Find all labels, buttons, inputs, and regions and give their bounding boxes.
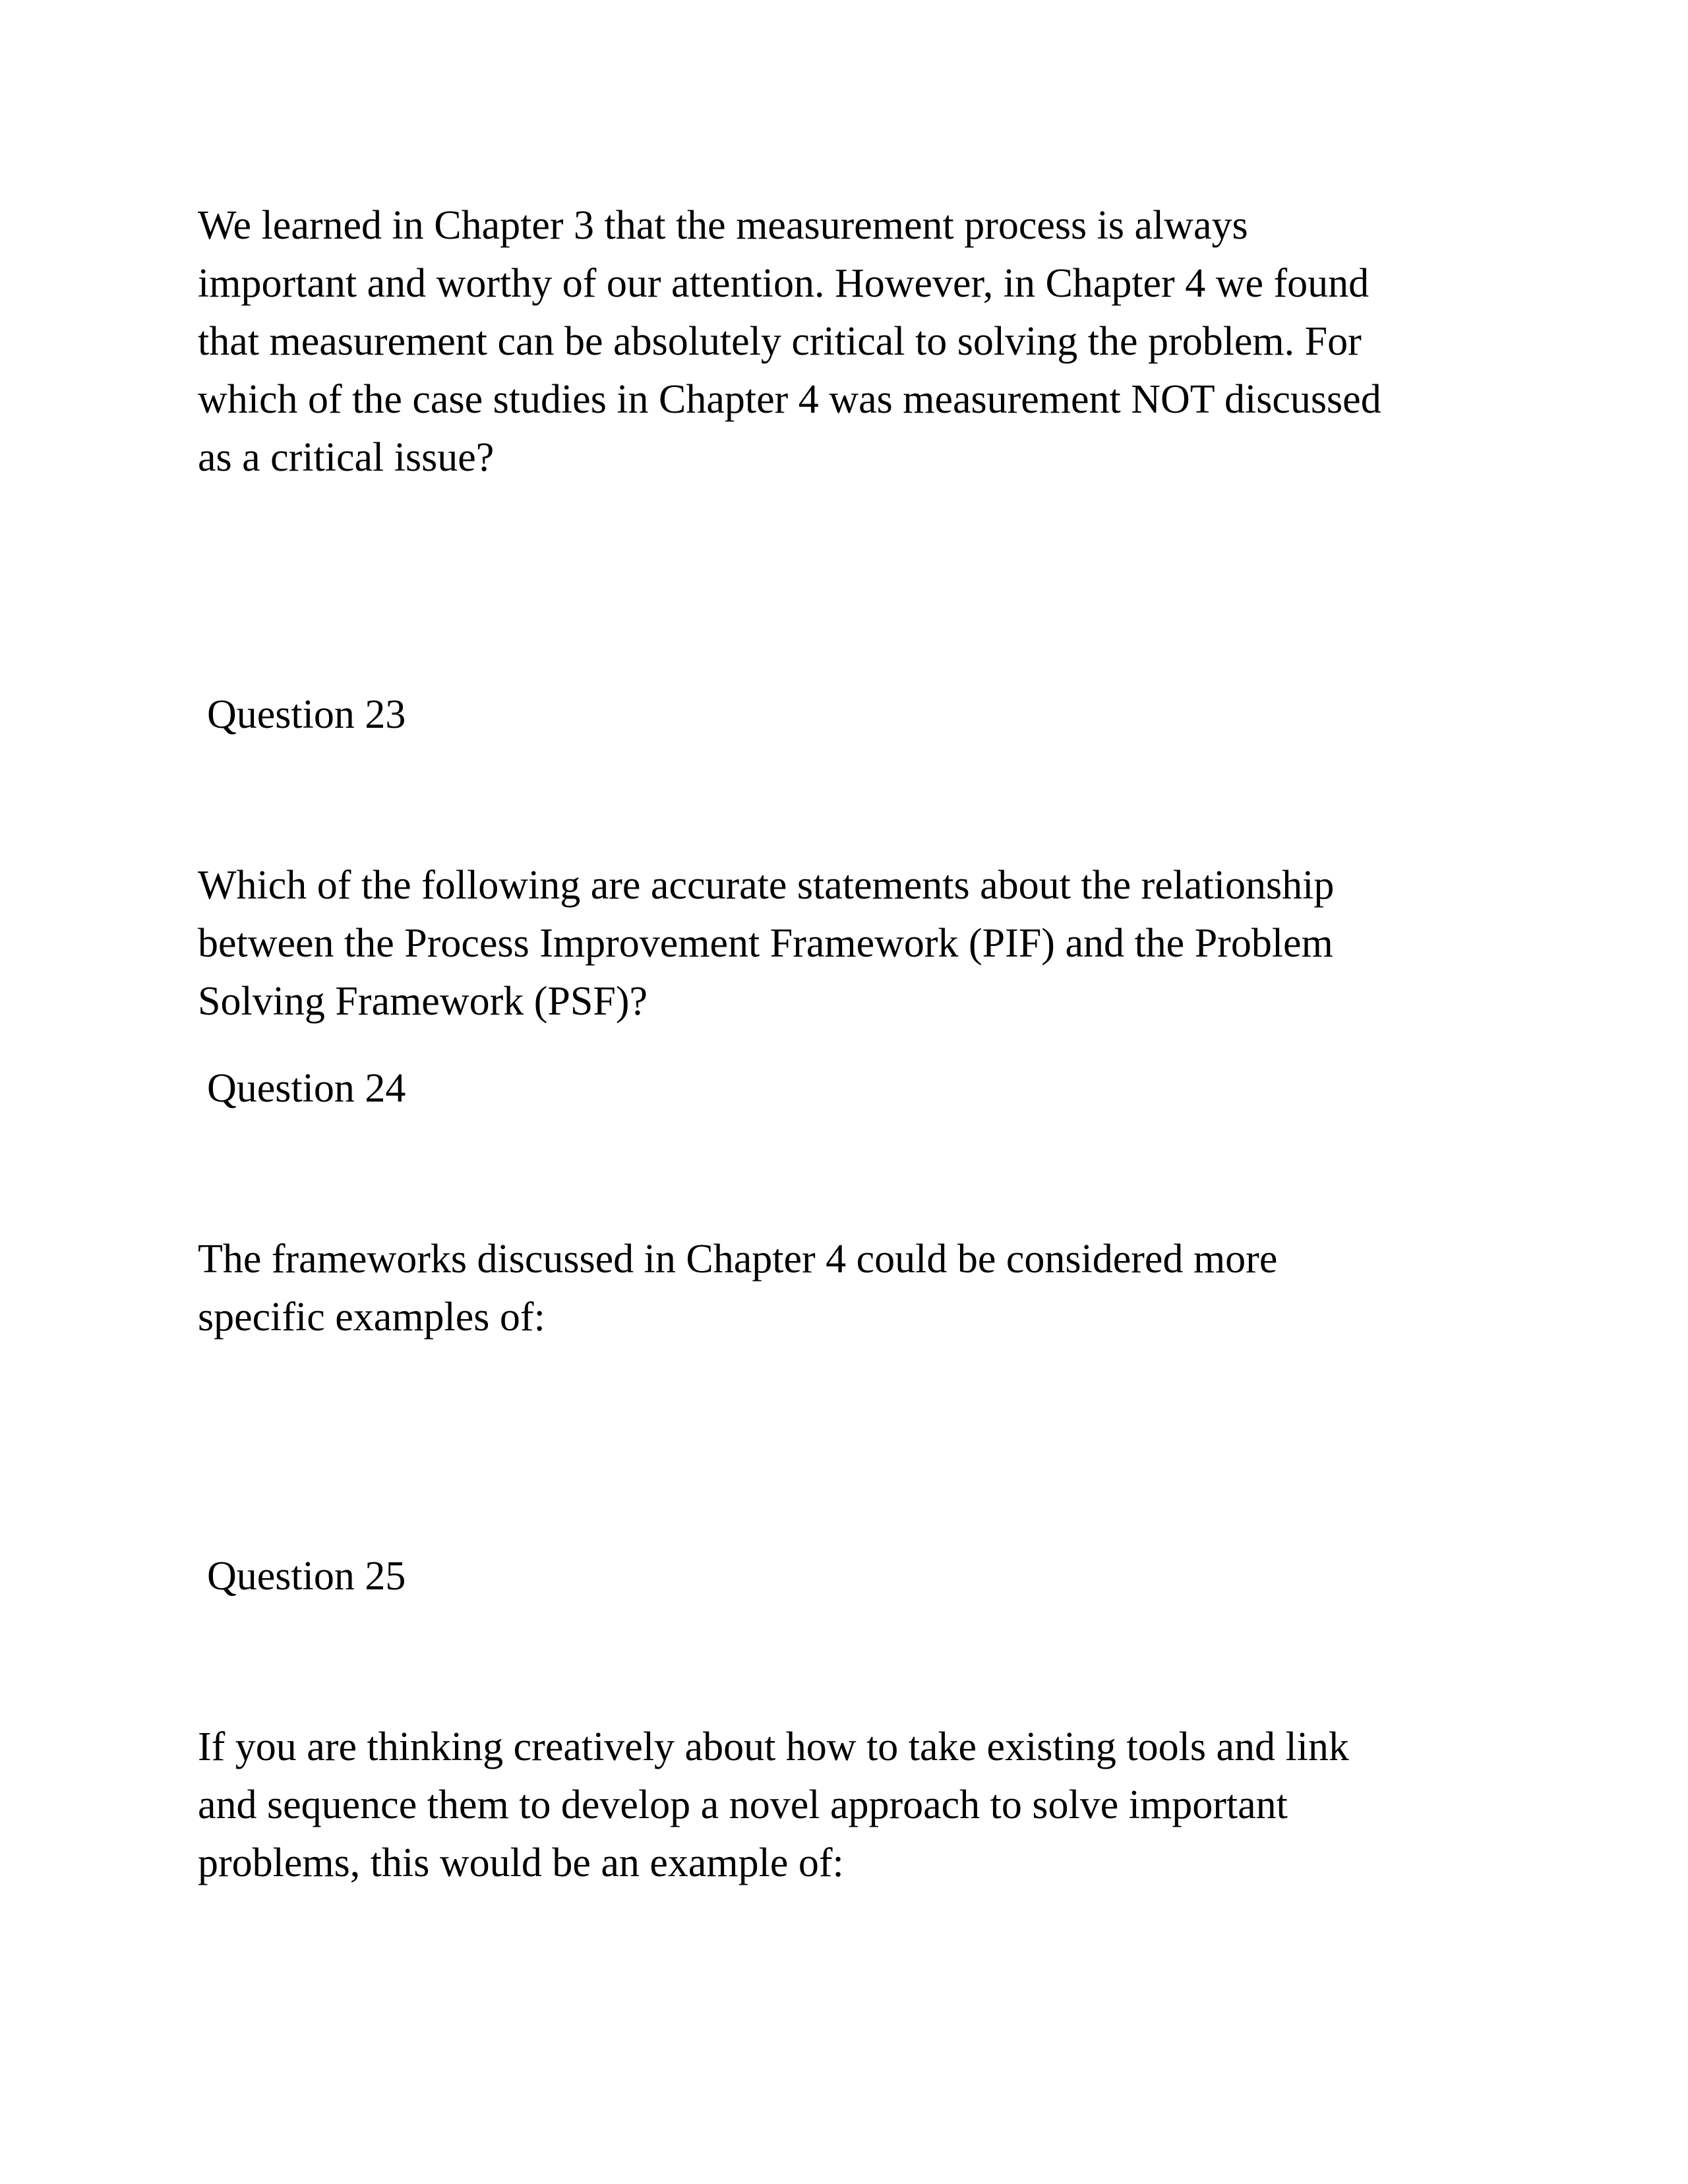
question-25-heading: Question 25 — [207, 1554, 406, 1599]
question-23-text — [198, 856, 1334, 1030]
paragraph-line: problems, this would be an example of: — [198, 1841, 844, 1885]
paragraph-line: which of the case studies in Chapter 4 was measurement NOT discussed — [198, 377, 1381, 422]
paragraph-line: and sequence them to develop a novel approach to solve important — [198, 1783, 1288, 1827]
paragraph-line: that measurement can be absolutely critical to solving the problem. For — [198, 319, 1362, 364]
question-25-text — [198, 1718, 1349, 1892]
question-23-heading: Question 23 — [207, 692, 406, 737]
paragraph-line: important and worthy of our attention. However, in Chapter 4 we found — [198, 261, 1370, 306]
paragraph-line: The frameworks discussed in Chapter 4 could be considered more — [198, 1237, 1278, 1282]
question-24-text — [198, 1230, 1277, 1346]
paragraph-line: Which of the following are accurate statements about the relationship — [198, 863, 1335, 908]
paragraph-line: between the Process Improvement Framework (PIF) and the Problem — [198, 921, 1333, 966]
paragraph-line: Solving Framework (PSF)? — [198, 979, 648, 1024]
paragraph-line: as a critical issue? — [198, 435, 495, 480]
question-24-heading: Question 24 — [207, 1066, 406, 1111]
paragraph-line: If you are thinking creatively about how to take existing tools and link — [198, 1725, 1349, 1769]
paragraph-line: We learned in Chapter 3 that the measurement process is always — [198, 203, 1248, 248]
intro-paragraph — [198, 196, 1381, 487]
paragraph-line: specific examples of: — [198, 1295, 545, 1340]
